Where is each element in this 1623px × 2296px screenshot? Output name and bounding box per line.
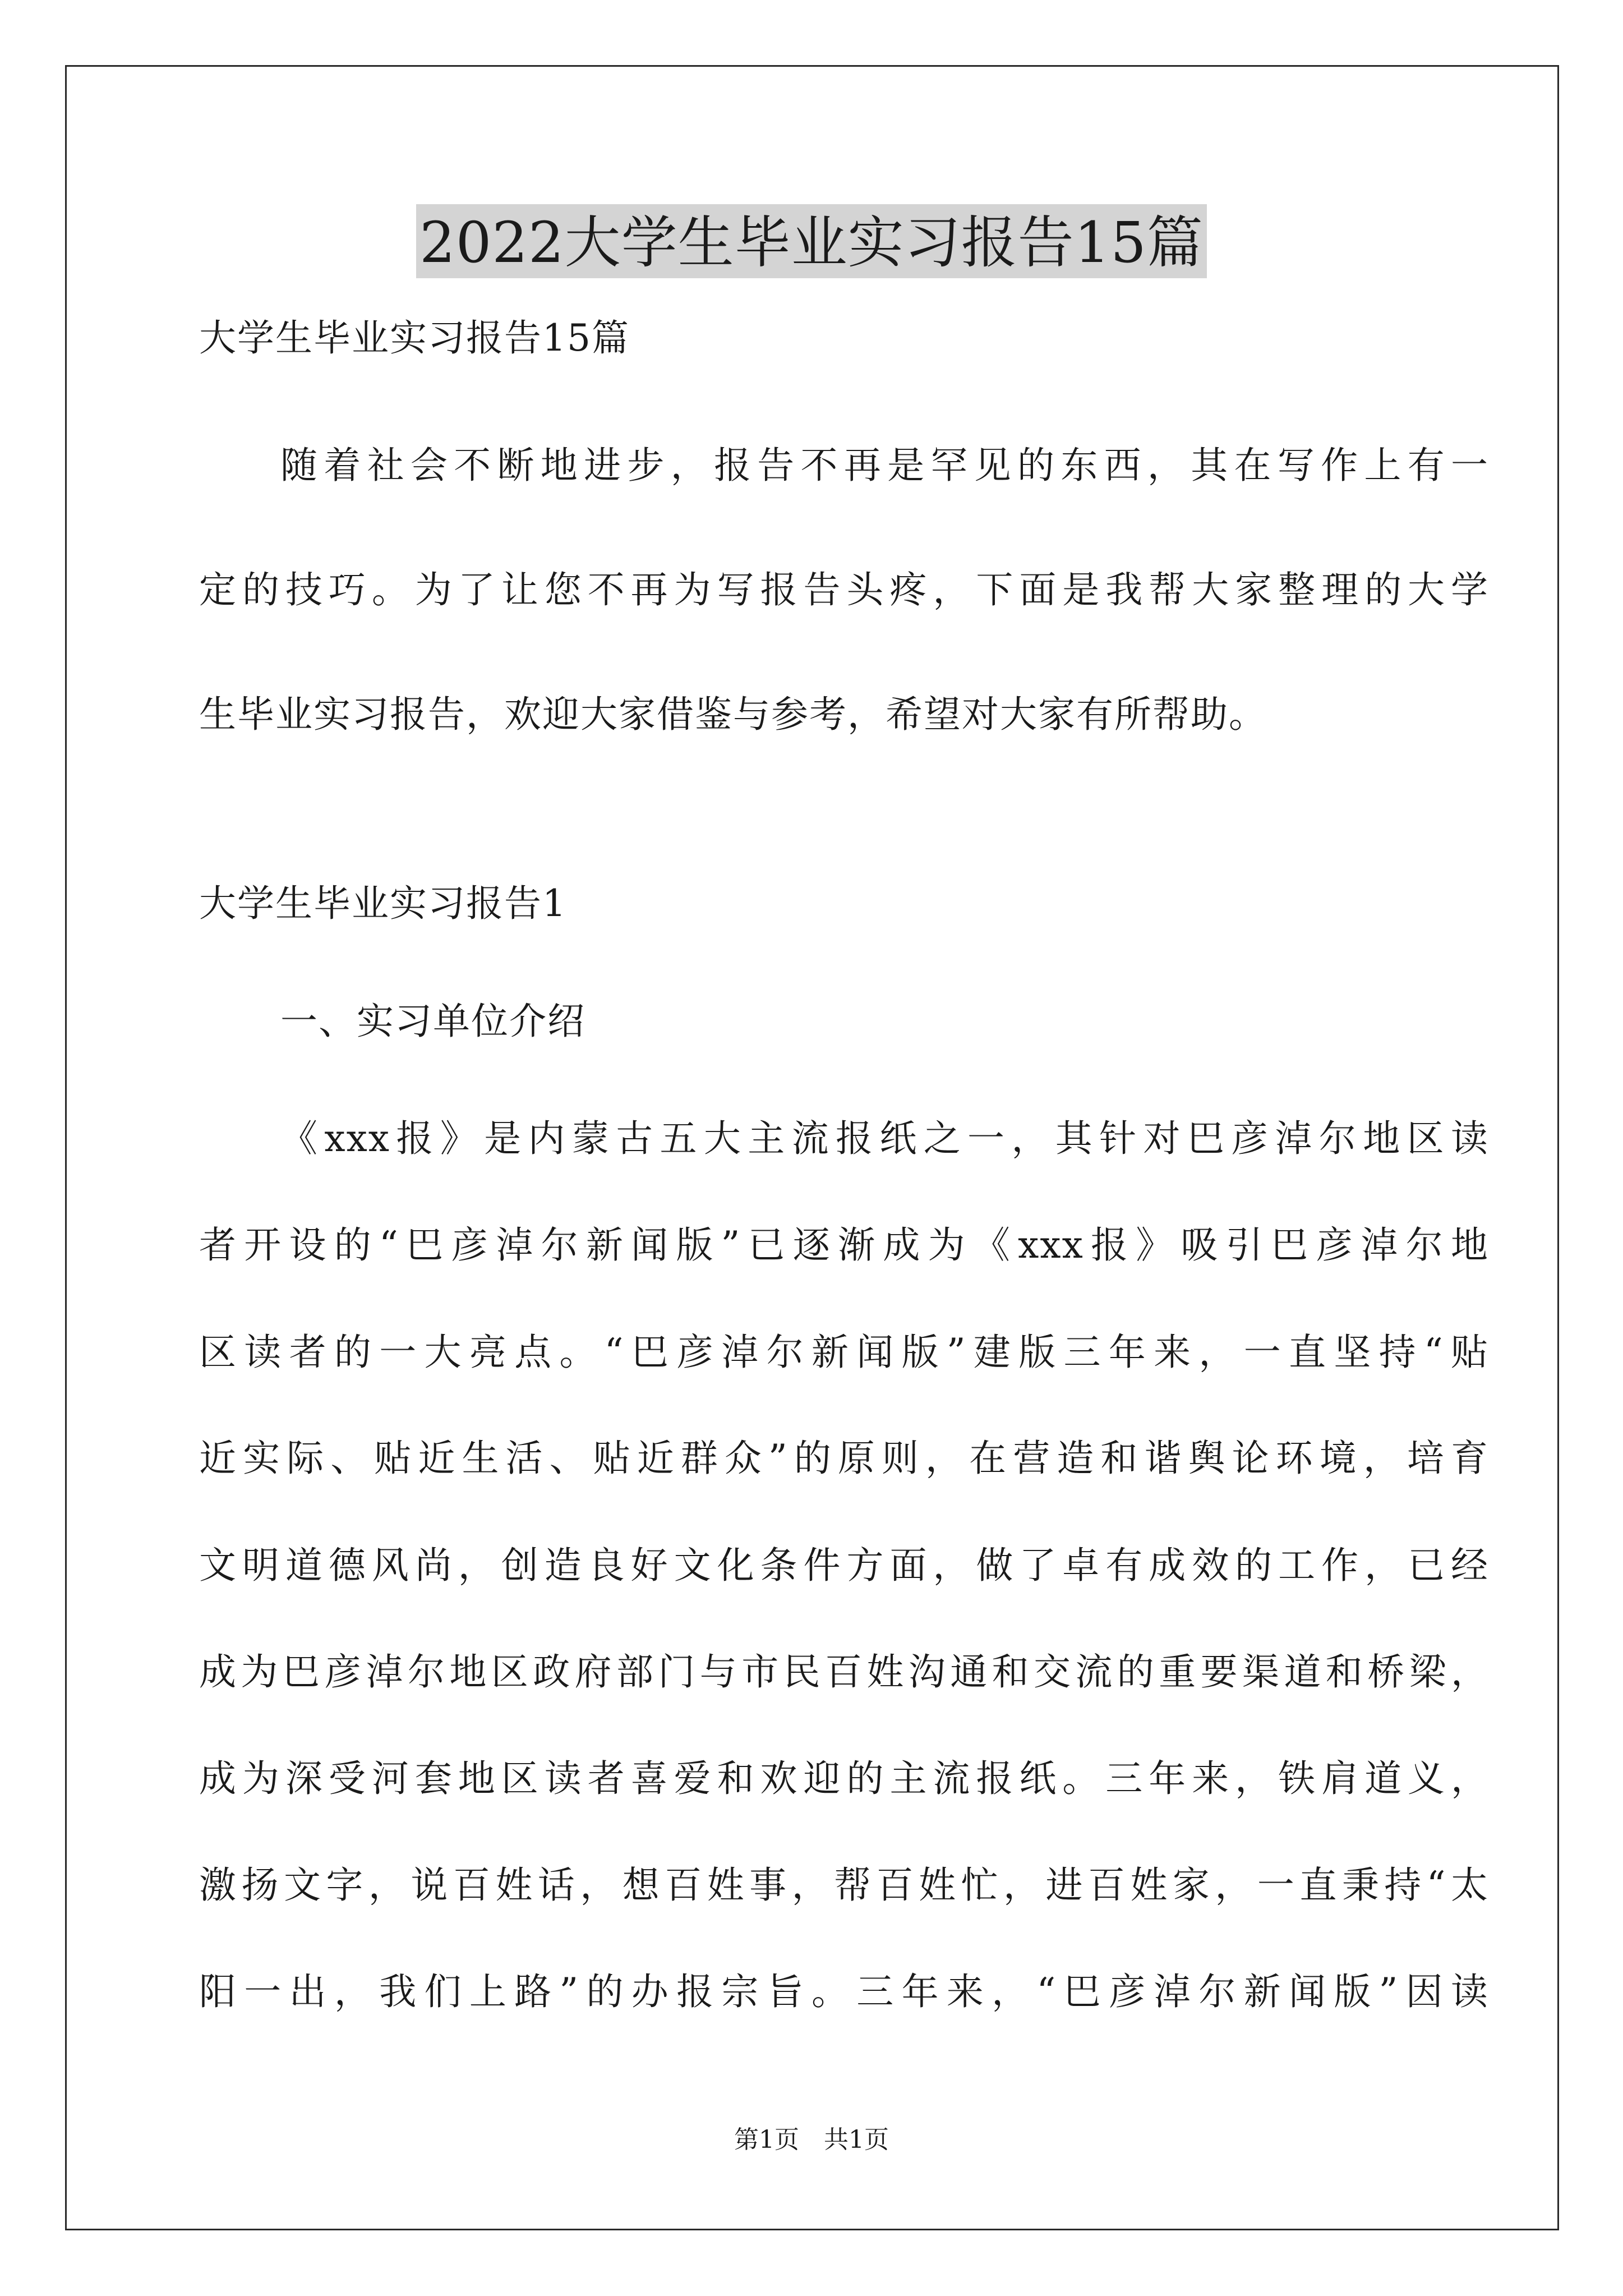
document-subtitle: 大学生毕业实习报告15篇 xyxy=(199,316,630,360)
body-line: 《xxx报》是内蒙古五大主流报纸之一，其针对巴彦淖尔地区读 xyxy=(280,1117,1489,1160)
document-title: 2022大学生毕业实习报告15篇 xyxy=(416,204,1207,278)
body-line: 成为巴彦淖尔地区政府部门与市民百姓沟通和交流的重要渠道和桥梁， xyxy=(199,1650,1489,1694)
body-line: 文明道德风尚，创造良好文化条件方面，做了卓有成效的工作，已经 xyxy=(199,1544,1489,1587)
body-line: 区读者的一大亮点。“巴彦淖尔新闻版”建版三年来，一直坚持“贴 xyxy=(199,1331,1489,1374)
intro-line: 定的技巧。为了让您不再为写报告头疼，下面是我帮大家整理的大学 xyxy=(199,568,1489,611)
title-container xyxy=(0,204,1623,278)
body-line: 阳一出，我们上路”的办报宗旨。三年来，“巴彦淖尔新闻版”因读 xyxy=(199,1970,1489,2013)
body-line: 者开设的“巴彦淖尔新闻版”已逐渐成为《xxx报》吸引巴彦淖尔地 xyxy=(199,1223,1489,1267)
body-line: 近实际、贴近生活、贴近群众”的原则，在营造和谐舆论环境，培育 xyxy=(199,1437,1489,1480)
body-line: 成为深受河套地区读者喜爱和欢迎的主流报纸。三年来，铁肩道义， xyxy=(199,1757,1489,1800)
intro-line: 生毕业实习报告，欢迎大家借鉴与参考，希望对大家有所帮助。 xyxy=(199,693,1267,736)
body-line: 激扬文字，说百姓话，想百姓事，帮百姓忙，进百姓家，一直秉持“太 xyxy=(199,1864,1489,1907)
section-heading: 大学生毕业实习报告1 xyxy=(199,882,567,925)
page-number: 第1页 共1页 xyxy=(734,2125,889,2154)
section-subheading: 一、实习单位介绍 xyxy=(280,1000,585,1043)
intro-line: 随着社会不断地进步，报告不再是罕见的东西，其在写作上有一 xyxy=(280,444,1489,487)
